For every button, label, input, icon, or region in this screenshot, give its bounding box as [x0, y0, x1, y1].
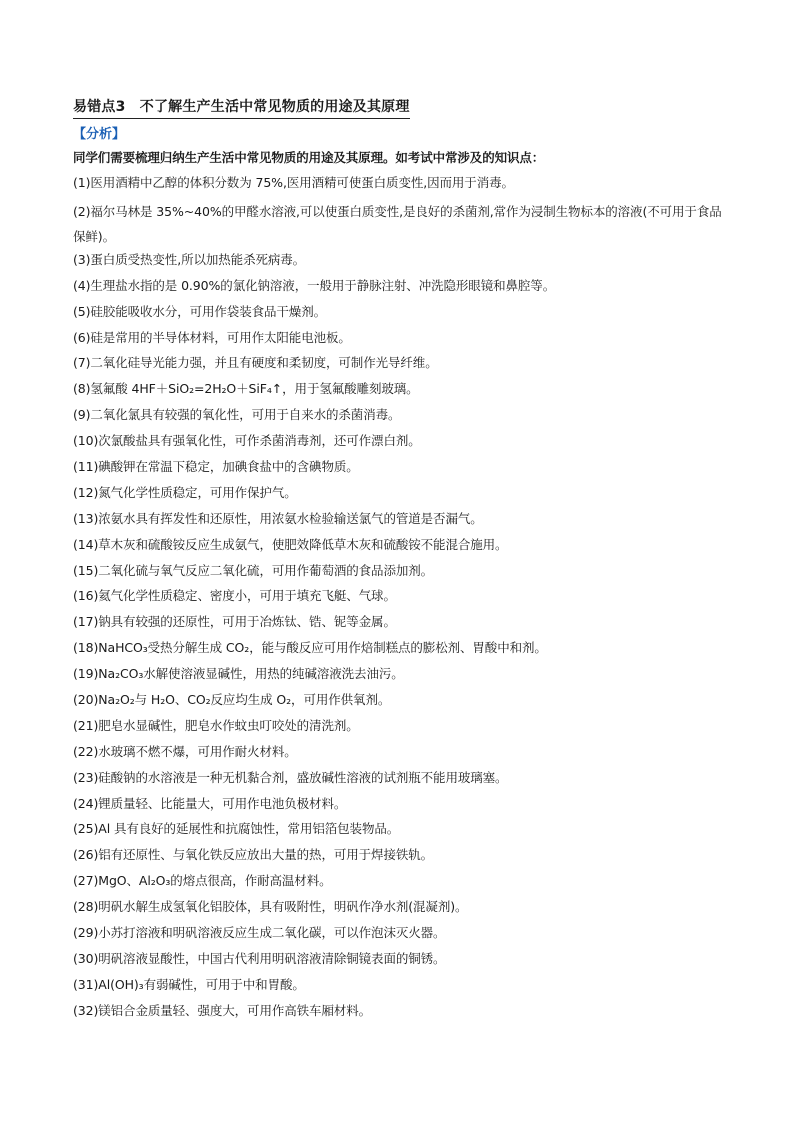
list-item: (1)医用酒精中乙醇的体积分数为 75%,医用酒精可使蛋白质变性,因而用于消毒。 — [73, 175, 514, 190]
list-item: (30)明矾溶液显酸性，中国古代利用明矾溶液清除铜镜表面的铜锈。 — [73, 950, 446, 966]
list-item: (2)福尔马林是 35%~40%的甲醛水溶液,可以使蛋白质变性,是良好的杀菌剂,常作为浸制生物标本的溶液(不可用于食品保鲜)。 — [73, 203, 722, 244]
list-item: (7)二氧化硅导光能力强，并且有硬度和柔韧度，可制作光导纤维。 — [73, 355, 438, 371]
list-item: (19)Na₂CO₃水解使溶液显碱性，用热的纯碱溶液洗去油污。 — [73, 666, 404, 682]
analysis-tag: 【分析】 — [73, 127, 126, 142]
list-item: (25)Al 具有良好的延展性和抗腐蚀性，常用铝箔包装物品。 — [73, 821, 400, 837]
list-item: (23)硅酸钠的水溶液是一种无机黏合剂，盛放碱性溶液的试剂瓶不能用玻璃塞。 — [73, 769, 508, 785]
list-item: (4)生理盐水指的是 0.90%的氯化钠溶液，一般用于静脉注射、冲洗隐形眼镜和鼻腔等。 — [73, 277, 556, 293]
list-item: (17)钠具有较强的还原性，可用于冶炼钛、锆、铌等金属。 — [73, 614, 396, 630]
list-item: (12)氮气化学性质稳定，可用作保护气。 — [73, 484, 297, 500]
list-item: (29)小苏打溶液和明矾溶液反应生成二氧化碳，可以作泡沫灭火器。 — [73, 925, 446, 941]
list-item: (20)Na₂O₂与 H₂O、CO₂反应均生成 O₂，可用作供氧剂。 — [73, 692, 391, 708]
list-item: (21)肥皂水显碱性，肥皂水作蚊虫叮咬处的清洗剂。 — [73, 717, 359, 733]
list-item: (27)MgO、Al₂O₃的熔点很高，作耐高温材料。 — [73, 873, 332, 889]
list-item: (15)二氧化硫与氧气反应二氧化硫，可用作葡萄酒的食品添加剂。 — [73, 562, 434, 578]
list-item: (32)镁铝合金质量轻、强度大，可用作高铁车厢材料。 — [73, 1002, 372, 1018]
list-item: (31)Al(OH)₃有弱碱性，可用于中和胃酸。 — [73, 976, 305, 992]
list-item: (6)硅是常用的半导体材料，可用作太阳能电池板。 — [73, 329, 351, 345]
section-title: 易错点3 不了解生产生活中常见物质的用途及其原理 — [73, 97, 410, 119]
list-item: (26)铝有还原性、与氧化铁反应放出大量的热，可用于焊接铁轨。 — [73, 847, 434, 863]
list-item: (22)水玻璃不燃不爆，可用作耐火材料。 — [73, 743, 297, 759]
list-item: (11)碘酸钾在常温下稳定，加碘食盐中的含碘物质。 — [73, 459, 359, 475]
list-item: (8)氢氟酸 4HF＋SiO₂=2H₂O＋SiF₄↑，用于氢氟酸雕刻玻璃。 — [73, 381, 419, 397]
list-item: (13)浓氨水具有挥发性和还原性，用浓氨水检验输送氯气的管道是否漏气。 — [73, 510, 483, 526]
list-item: (10)次氯酸盐具有强氧化性，可作杀菌消毒剂，还可作漂白剂。 — [73, 433, 421, 449]
list-item: (28)明矾水解生成氢氧化铝胶体，具有吸附性，明矾作净水剂(混凝剂)。 — [73, 899, 468, 915]
list-item: (5)硅胶能吸收水分，可用作袋装食品干燥剂。 — [73, 303, 327, 319]
list-item: (18)NaHCO₃受热分解生成 CO₂，能与酸反应可用作焙制糕点的膨松剂、胃酸中和剂。 — [73, 640, 547, 656]
list-item: (24)锂质量轻、比能量大，可用作电池负极材料。 — [73, 795, 347, 811]
list-item: (16)氦气化学性质稳定、密度小，可用于填充飞艇、气球。 — [73, 588, 396, 604]
list-item: (14)草木灰和硫酸铵反应生成氨气，使肥效降低草木灰和硫酸铵不能混合施用。 — [73, 536, 508, 552]
document-content — [73, 96, 733, 1027]
intro-text: 同学们需要梳理归纳生产生活中常见物质的用途及其原理。如考试中常涉及的知识点： — [73, 150, 545, 165]
list-item: (9)二氧化氯具有较强的氧化性，可用于自来水的杀菌消毒。 — [73, 407, 401, 423]
list-item: (3)蛋白质受热变性,所以加热能杀死病毒。 — [73, 251, 306, 267]
